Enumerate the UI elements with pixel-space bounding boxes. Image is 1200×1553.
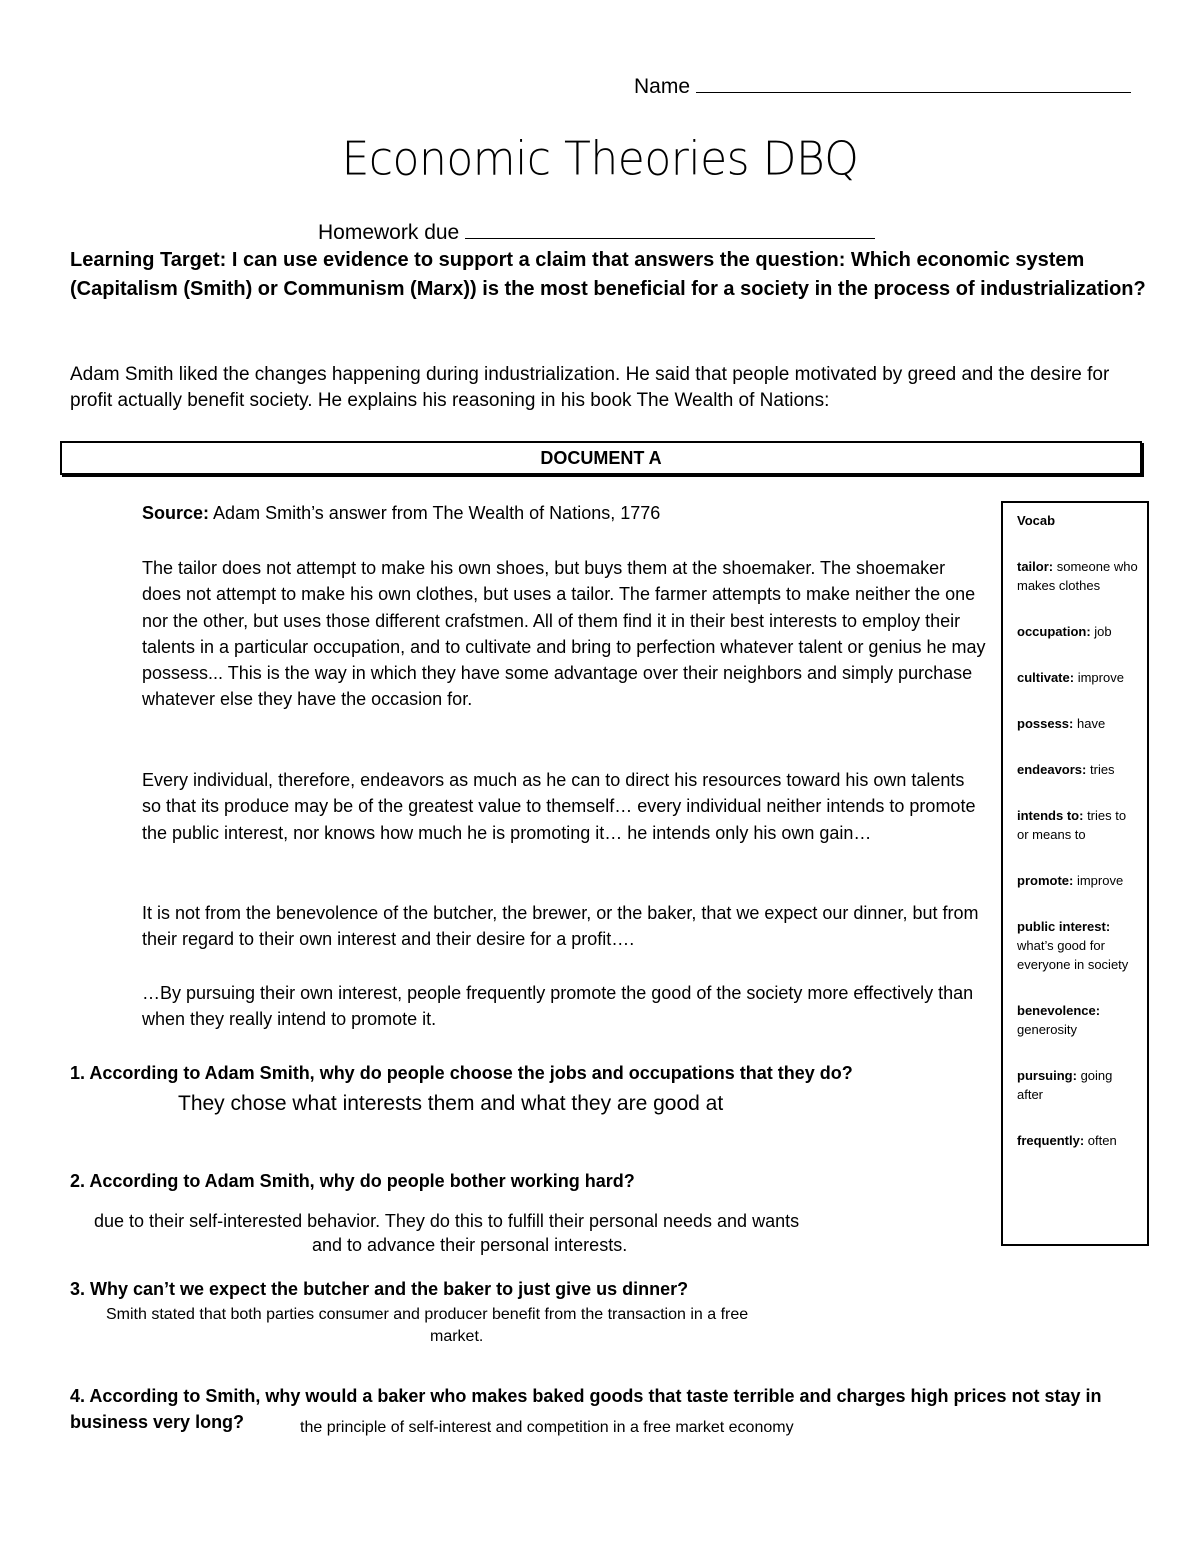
name-label: Name (634, 75, 691, 98)
source-text: Adam Smith’s answer from The Wealth of Nations, 1776 (213, 503, 661, 523)
page-title (0, 134, 1200, 185)
document-paragraph: Every individual, therefore, endeavors as much as he can to direct his resources toward his own talents so that its produce may be of the greatest value to themself… every individual neither intends to promote the public interest, nor knows how much he is promoting it… he intends only his own gain… (142, 770, 976, 843)
document-paragraph: The tailor does not attempt to make his own shoes, but buys them at the shoemaker. The shoemaker does not attempt to make his own clothes, but uses a tailor. The farmer attempts to make neither the one nor the other, but uses those different crafstmen. All of them find it in their best interests to employ their talents in a particular occupation, and to cultivate and bring to perfection whatever talent or genius he may possess... This is the way in which they have some advantage over their neighbors and simply purchase whatever else they have the occasion for. (142, 558, 986, 710)
homework-due-label: Homework due (318, 221, 460, 244)
vocab-definition: have (1077, 716, 1106, 731)
vocab-definition: someone who makes clothes (1017, 559, 1138, 593)
vocab-entry (1017, 557, 1141, 595)
vocab-entry (1017, 760, 1141, 779)
answer-3-line-2[interactable]: market. (430, 1328, 484, 1345)
vocab-definition: what’s good for everyone in society (1017, 938, 1129, 972)
vocab-term: frequently: (1017, 1133, 1085, 1148)
homework-due-field (318, 218, 875, 245)
vocab-definition: job (1094, 624, 1112, 639)
answer-4[interactable]: the principle of self-interest and competition in a free market economy (300, 1419, 794, 1436)
vocab-definition: improve (1076, 873, 1124, 888)
document-heading: DOCUMENT A (60, 441, 1142, 475)
question-2: 2. According to Adam Smith, why do people bother working hard? (70, 1171, 635, 1191)
vocab-entry (1017, 714, 1141, 733)
homework-blank-line[interactable] (465, 218, 875, 239)
vocab-term: public interest: (1017, 919, 1111, 934)
vocab-definition: generosity (1017, 1022, 1077, 1037)
vocab-term: promote: (1017, 873, 1074, 888)
document-paragraph: …By pursuing their own interest, people frequently promote the good of the society more effectively than when they really intend to promote it. (142, 983, 974, 1030)
question-1: 1. According to Adam Smith, why do people choose the jobs and occupations that they do? (70, 1063, 853, 1083)
question-3: 3. Why can’t we expect the butcher and the baker to just give us dinner? (70, 1279, 689, 1299)
vocab-definition: often (1087, 1133, 1117, 1148)
vocab-definition: improve (1077, 670, 1124, 685)
page-title-text: Economic Theories DBQ (341, 132, 859, 187)
vocab-entry (1017, 1066, 1141, 1104)
vocab-term: tailor: (1017, 559, 1054, 574)
answer-3-line-1[interactable]: Smith stated that both parties consumer and producer benefit from the transaction in a free (106, 1306, 749, 1323)
intro-paragraph: Adam Smith liked the changes happening during industrialization. He said that people motivated by greed and the desire for profit actually benefit society. He explains his reasoning in his book The Wealth of Nations: (70, 364, 1110, 411)
vocab-entry (1017, 917, 1141, 974)
vocab-entry (1017, 622, 1141, 641)
document-source (142, 503, 660, 524)
learning-target: Learning Target: I can use evidence to support a claim that answers the question: Which economic system (Capitalism (Smith) or Communism (Marx)) is the most beneficial for a society in the process of industrialization? (70, 249, 1146, 300)
vocab-term: occupation: (1017, 624, 1091, 639)
question-4: 4. According to Smith, why would a baker who makes baked goods that taste terrible and charges high prices not stay in business very long? (70, 1386, 1102, 1432)
vocab-sidebar (1001, 501, 1149, 1246)
answer-2-line-2[interactable]: and to advance their personal interests. (312, 1235, 628, 1255)
vocab-term: endeavors: (1017, 762, 1087, 777)
vocab-entry (1017, 668, 1141, 687)
document-paragraph: It is not from the benevolence of the butcher, the brewer, or the baker, that we expect our dinner, but from their regard to their own interest and their desire for a profit…. (142, 903, 979, 950)
vocab-term: possess: (1017, 716, 1074, 731)
vocab-definition: tries to or means to (1017, 808, 1127, 842)
source-label: Source: (142, 503, 210, 523)
vocab-definition: tries (1090, 762, 1115, 777)
answer-2-line-1[interactable]: due to their self-interested behavior. They do this to fulfill their personal needs and wants (94, 1211, 800, 1231)
vocab-definition: going after (1017, 1068, 1113, 1102)
vocab-term: intends to: (1017, 808, 1084, 823)
vocab-entry (1017, 1001, 1141, 1039)
vocab-term: benevolence: (1017, 1003, 1101, 1018)
vocab-term: cultivate: (1017, 670, 1075, 685)
name-field (634, 72, 1131, 99)
name-blank-line[interactable] (696, 72, 1131, 93)
vocab-entry (1017, 1131, 1141, 1150)
vocab-entry (1017, 806, 1141, 844)
answer-1[interactable]: They chose what interests them and what they are good at (178, 1092, 724, 1115)
vocab-term: pursuing: (1017, 1068, 1077, 1083)
vocab-heading: Vocab (1017, 513, 1056, 528)
vocab-entry (1017, 871, 1141, 890)
